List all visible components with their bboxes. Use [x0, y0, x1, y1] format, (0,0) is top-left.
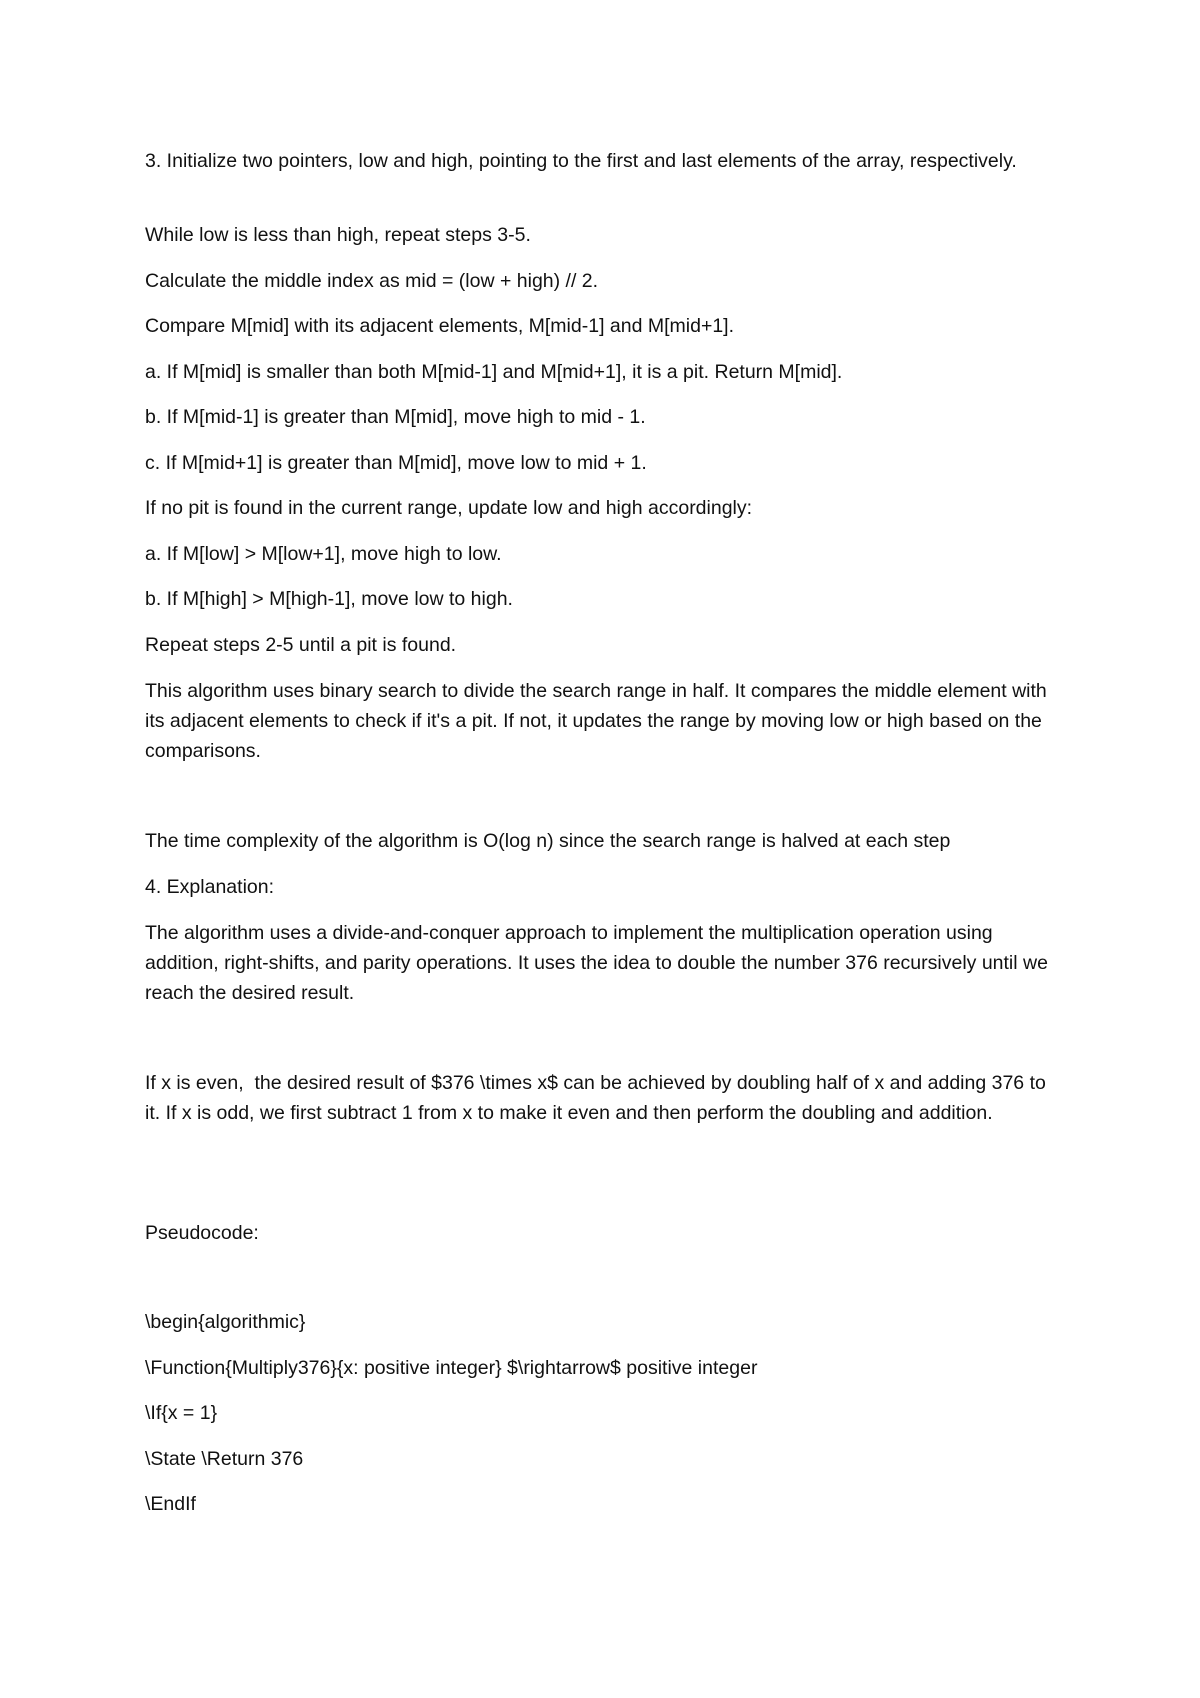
- paragraph-compare: Compare M[mid] with its adjacent elements, M[mid-1] and M[mid+1].: [145, 315, 735, 337]
- paragraph-parity-cases: If x is even, the desired result of $376 \times x$ can be achieved by doubling half of x and adding 376 to it. If x is odd, we first subtract 1 from x to make it even and then perform the doubling and addition.: [145, 1072, 1052, 1124]
- paragraph-calculate-mid: Calculate the middle index as mid = (low + high) // 2.: [145, 270, 599, 292]
- pseudocode-line-endif: \EndIf: [145, 1493, 196, 1515]
- paragraph-no-pit: If no pit is found in the current range, update low and high accordingly:: [145, 497, 753, 519]
- pseudocode-line-function: \Function{Multiply376}{x: positive integer} $\rightarrow$ positive integer: [145, 1357, 758, 1379]
- paragraph-time-complexity: The time complexity of the algorithm is O(log n) since the search range is halved at each step: [145, 830, 951, 852]
- paragraph-algorithm-summary: This algorithm uses binary search to divide the search range in half. It compares the middle element with its adjacent elements to check if it's a pit. If not, it updates the range by moving low or high based on the comparisons.: [145, 680, 1053, 762]
- paragraph-update-b: b. If M[high] > M[high-1], move low to high.: [145, 588, 513, 610]
- section-heading-explanation: 4. Explanation:: [145, 876, 275, 898]
- paragraph-repeat: Repeat steps 2-5 until a pit is found.: [145, 634, 457, 656]
- pseudocode-line-return: \State \Return 376: [145, 1448, 304, 1470]
- pseudocode-line-begin: \begin{algorithmic}: [145, 1311, 306, 1333]
- paragraph-case-c: c. If M[mid+1] is greater than M[mid], move low to mid + 1.: [145, 452, 647, 474]
- pseudocode-heading: Pseudocode:: [145, 1222, 259, 1244]
- paragraph-while-loop: While low is less than high, repeat steps 3-5.: [145, 224, 531, 246]
- paragraph-case-a: a. If M[mid] is smaller than both M[mid-1] and M[mid+1], it is a pit. Return M[mid].: [145, 361, 843, 383]
- paragraph-update-a: a. If M[low] > M[low+1], move high to low.: [145, 543, 502, 565]
- paragraph-step-3: 3. Initialize two pointers, low and high, pointing to the first and last elements of the array, respectively.: [145, 150, 1017, 172]
- paragraph-case-b: b. If M[mid-1] is greater than M[mid], move high to mid - 1.: [145, 406, 646, 428]
- paragraph-explanation: The algorithm uses a divide-and-conquer approach to implement the multiplication operation using addition, right-shifts, and parity operations. It uses the idea to double the number 376 recursively until we reach the desired result.: [145, 922, 1054, 1004]
- pseudocode-line-if: \If{x = 1}: [145, 1402, 218, 1424]
